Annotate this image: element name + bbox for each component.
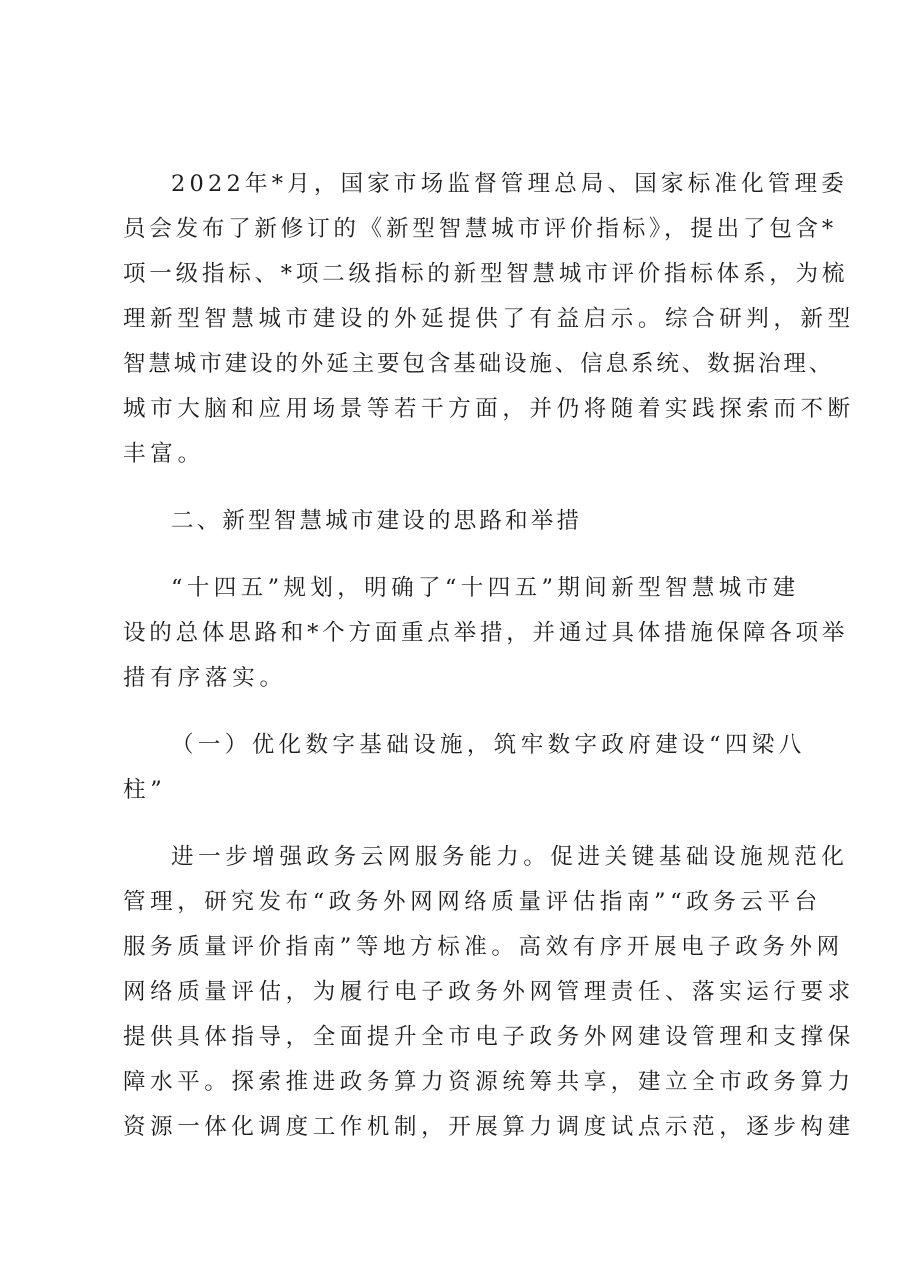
paragraph-2-line-1: “十四五”规划，明确了“十四五”期间新型智慧城市建 [171,575,800,601]
paragraph-3-line-3: 服务质量评价指南”等地方标准。高效有序开展电子政务外网 [123,934,844,960]
paragraph-2-line-2: 设的总体思路和*个方面重点举措，并通过具体措施保障各项举 [123,620,849,646]
paragraph-1-line-6: 城市大脑和应用场景等若干方面，并仍将随着实践探索而不断 [123,396,855,422]
paragraph-3-line-1: 进一步增强政务云网服务能力。促进关键基础设施规范化 [171,844,849,870]
paragraph-1-line-1: 2022年*月，国家市场监督管理总局、国家标准化管理委 [171,171,848,197]
paragraph-1-line-4: 理新型智慧城市建设的外延提供了有益启示。综合研判，新型 [123,306,855,332]
paragraph-1-line-5: 智慧城市建设的外延主要包含基础设施、信息系统、数据治理、 [123,351,835,377]
section-heading: 二、新型智慧城市建设的思路和举措 [171,508,583,534]
paragraph-3-line-2: 管理，研究发布“政务外网网络质量评估指南”“政务云平台 [123,889,822,915]
subsection-heading-line-1: （一）优化数字基础设施，筑牢数字政府建设“四梁八 [171,732,806,758]
paragraph-2-line-3: 措有序落实。 [123,665,287,691]
paragraph-1-line-7: 丰富。 [123,441,205,467]
subsection-heading-line-2: 柱” [123,777,167,803]
paragraph-3-line-5: 提供具体指导，全面提升全市电子政务外网建设管理和支撑保 [123,1024,855,1050]
paragraph-3-line-6: 障水平。探索推进政务算力资源统筹共享，建立全市政务算力 [123,1069,855,1095]
paragraph-3-line-4: 网络质量评估，为履行电子政务外网管理责任、落实运行要求 [123,979,855,1005]
paragraph-1-line-3: 项一级指标、*项二级指标的新型智慧城市评价指标体系，为梳 [123,261,849,287]
paragraph-3-line-7: 资源一体化调度工作机制，开展算力调度试点示范，逐步构建 [123,1114,855,1140]
paragraph-1-line-2: 员会发布了新修订的《新型智慧城市评价指标》，提出了包含* [123,216,837,242]
